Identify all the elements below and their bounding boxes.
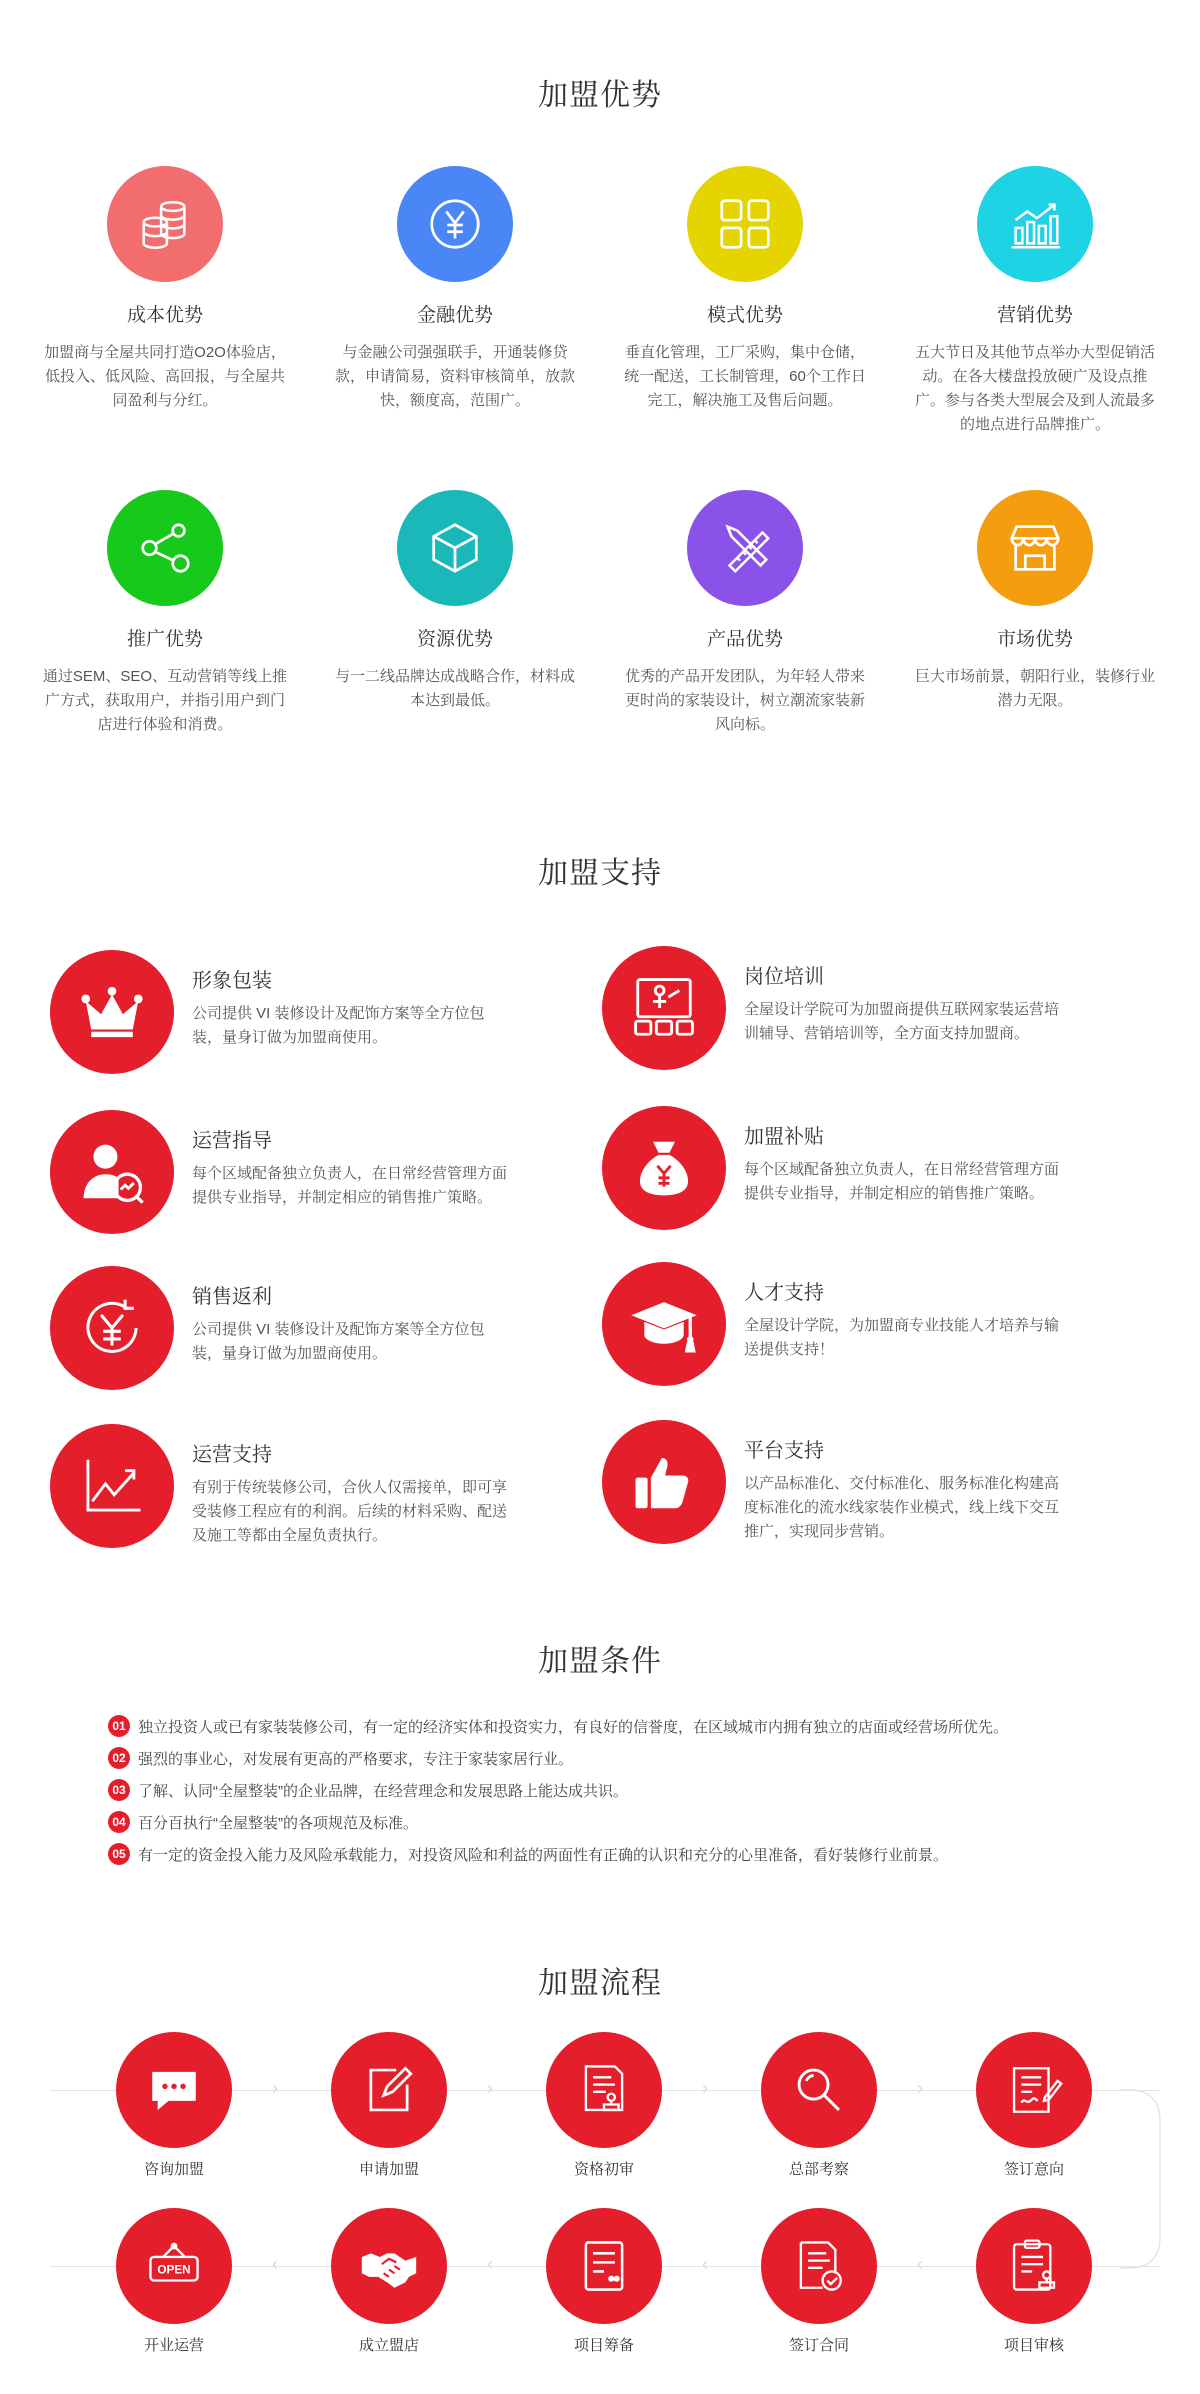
support-item-title: 加盟补贴 [744,1126,824,1148]
support-item-title: 运营支持 [192,1444,272,1466]
grid-icon [687,166,803,282]
arrow-left-icon: ‹ [487,2254,493,2274]
contract-check-icon [761,2208,877,2324]
flow-step-label: 项目筹备 [573,2337,634,2354]
advantage-resource [330,490,580,713]
advantages-title: 加盟优势 [538,79,662,112]
condition-text: 强烈的事业心，对发展有更高的严格要求，专注于家装家居行业。 [138,1750,574,1768]
support-item-desc: 全屋设计学院，为加盟商专业技能人才培养与输送提供支持！ [744,1317,1060,1358]
sign-document-icon [976,2032,1092,2148]
condition-item [108,1838,1108,1870]
crown-icon [50,950,174,1074]
condition-number-badge: 04 [108,1811,130,1833]
line-chart-icon [50,1424,174,1548]
flow-step-sign-intent [959,2032,1109,2179]
store-icon [977,490,1093,606]
arrow-right-icon: › [272,2078,278,2098]
flow-step-label: 资格初审 [573,2161,634,2178]
support-item-desc: 有别于传统装修公司，合伙人仅需接单，即可享受装修工程应有的利润。后续的材料采购、配送及施工等都由全屋负责执行。 [192,1479,508,1544]
svg-text:OPEN: OPEN [157,2263,191,2277]
advantage-title: 金融优势 [416,305,493,326]
condition-number-badge: 01 [108,1715,130,1737]
conditions-title: 加盟条件 [538,1645,662,1678]
condition-number-badge: 02 [108,1747,130,1769]
advantage-title: 模式优势 [706,305,783,326]
flow-step-preparation [529,2208,679,2355]
flow-step-label: 咨询加盟 [143,2161,204,2178]
share-icon [107,490,223,606]
money-bag-icon [602,1106,726,1230]
condition-item [108,1806,1108,1838]
graduation-cap-icon [602,1262,726,1386]
support-item-title: 销售返利 [192,1286,272,1308]
condition-number-badge: 03 [108,1779,130,1801]
support-item-desc: 公司提供 VI 装修设计及配饰方案等全方位包装，量身订做为加盟商使用。 [192,1321,485,1362]
training-board-icon [602,946,726,1070]
support-item-title: 岗位培训 [744,966,824,988]
advantage-desc: 加盟商与全屋共同打造O2O体验店，低投入、低风险、高回报，与全屋共同盈利与分红。 [44,344,286,409]
handshake-icon [331,2208,447,2324]
advantage-marketing [910,166,1160,437]
advantage-cost [40,166,290,413]
document-stamp-icon [546,2032,662,2148]
flow-step-preliminary-review [529,2032,679,2179]
advantage-title: 营销优势 [996,305,1073,326]
support-item-title: 人才支持 [744,1282,824,1304]
advantage-desc: 五大节日及其他节点举办大型促销活动。在各大楼盘投放硬广及设点推广。参与各类大型展会及到人流最多的地点进行品牌推广。 [914,344,1155,433]
advantage-desc: 优秀的产品开发团队，为年轻人带来更时尚的家装设计，树立潮流家装新风向标。 [624,668,865,733]
condition-number-badge: 05 [108,1843,130,1865]
advantage-title: 资源优势 [416,629,493,650]
support-sales-rebate [50,1266,610,1396]
bar-chart-icon [977,166,1093,282]
process-title: 加盟流程 [538,1967,662,2000]
flow-step-sign-contract [744,2208,894,2355]
support-subsidy [602,1106,1162,1236]
flow-step-label: 成立盟店 [358,2337,419,2354]
thumbs-up-icon [602,1420,726,1544]
yen-refresh-icon [50,1266,174,1390]
pencil-ruler-icon [687,490,803,606]
flow-step-label: 开业运营 [143,2337,204,2354]
list-document-icon [546,2208,662,2324]
open-sign-icon [116,2208,232,2324]
support-item-desc: 以产品标准化、交付标准化、服务标准化构建高度标准化的流水线家装作业模式，线上线下交互推广，实现同步营销。 [744,1475,1060,1540]
flow-step-open-operation [99,2208,249,2355]
advantage-finance [330,166,580,413]
advantage-title: 推广优势 [126,629,203,650]
support-platform [602,1420,1162,1550]
arrow-left-icon: ‹ [702,2254,708,2274]
flow-connector-curve [1120,2089,1170,2269]
condition-text: 有一定的资金投入能力及风险承载能力，对投资风险和利益的两面性有正确的认识和充分的心里准备，看好装修行业前景。 [138,1846,949,1864]
conditions-list [108,1710,1108,1870]
arrow-right-icon: › [487,2078,493,2098]
advantage-market [910,490,1160,713]
support-item-desc: 每个区域配备独立负责人，在日常经营管理方面提供专业指导，并制定相应的销售推广策略。 [744,1161,1060,1202]
advantage-desc: 与一二线品牌达成战略合作，材料成本达到最低。 [334,668,575,709]
advantage-promotion [40,490,290,737]
flow-step-label: 申请加盟 [358,2161,419,2178]
support-talent [602,1262,1162,1392]
advantage-title: 成本优势 [126,305,203,326]
flow-step-label: 签订合同 [788,2337,849,2354]
arrow-left-icon: ‹ [917,2254,923,2274]
support-title: 加盟支持 [538,857,662,890]
condition-item [108,1742,1108,1774]
arrow-right-icon: › [917,2078,923,2098]
condition-item [108,1710,1108,1742]
flow-step-project-review [959,2208,1109,2355]
condition-text: 独立投资人或已有家装装修公司，有一定的经济实体和投资实力，有良好的信誉度，在区域城市内拥有独立的店面或经营场所优先。 [138,1718,1009,1736]
advantage-product [620,490,870,737]
advantage-model [620,166,870,413]
support-training [602,946,1162,1076]
support-operation-guide [50,1110,610,1240]
support-item-desc: 公司提供 VI 装修设计及配饰方案等全方位包装，量身订做为加盟商使用。 [192,1005,485,1046]
advantage-desc: 巨大市场前景，朝阳行业，装修行业潜力无限。 [914,668,1155,709]
condition-text: 百分百执行“全屋整装”的各项规范及标准。 [138,1814,418,1832]
yen-icon [397,166,513,282]
advantage-title: 产品优势 [706,629,783,650]
support-operation [50,1424,610,1554]
user-chart-icon [50,1110,174,1234]
flow-step-consult [99,2032,249,2179]
flow-step-apply [314,2032,464,2179]
advantage-title: 市场优势 [996,629,1073,650]
magnifier-icon [761,2032,877,2148]
flow-step-label: 项目审核 [1003,2337,1064,2354]
cube-icon [397,490,513,606]
support-item-desc: 全屋设计学院可为加盟商提供互联网家装运营培训辅导、营销培训等，全方面支持加盟商。 [744,1001,1060,1042]
support-item-desc: 每个区域配备独立负责人，在日常经营管理方面提供专业指导，并制定相应的销售推广策略。 [192,1165,508,1206]
support-image-package [50,950,610,1080]
support-item-title: 运营指导 [192,1130,272,1152]
flow-step-label: 总部考察 [788,2161,849,2178]
support-item-title: 平台支持 [744,1440,824,1462]
flow-step-establish-store [314,2208,464,2355]
coins-icon [107,166,223,282]
flow-step-label: 签订意向 [1003,2161,1064,2178]
support-item-title: 形象包装 [192,970,272,992]
condition-item [108,1774,1108,1806]
condition-text: 了解、认同“全屋整装”的企业品牌，在经营理念和发展思路上能达成共识。 [138,1782,628,1800]
clipboard-stamp-icon [976,2208,1092,2324]
advantage-desc: 与金融公司强强联手，开通装修贷款，申请简易，资料审核简单，放款快，额度高，范围广。 [334,344,575,409]
advantage-desc: 通过SEM、SEO、互动营销等线上推广方式，获取用户，并指引用户到门店进行体验和消费。 [42,668,288,733]
chat-bubble-icon [116,2032,232,2148]
flow-step-hq-inspection [744,2032,894,2179]
edit-icon [331,2032,447,2148]
arrow-left-icon: ‹ [272,2254,278,2274]
arrow-right-icon: › [702,2078,708,2098]
advantage-desc: 垂直化管理，工厂采购，集中仓储，统一配送，工长制管理，60个工作日完工，解决施工及售后问题。 [624,344,866,409]
